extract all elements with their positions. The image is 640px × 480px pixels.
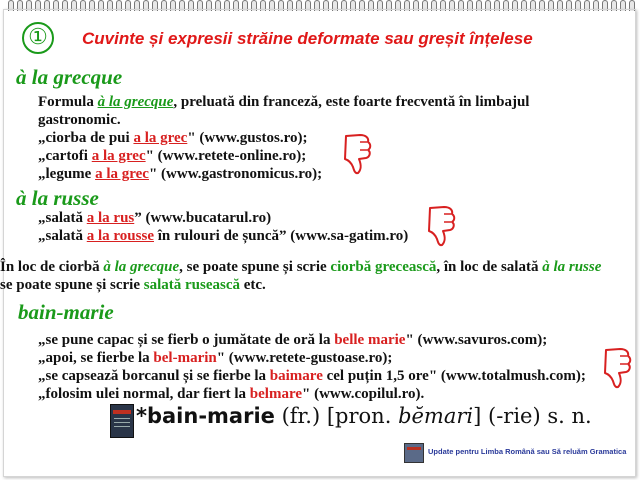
example-row [38, 386, 424, 403]
example-row [38, 210, 271, 227]
intro-term: à la grecque [97, 94, 174, 110]
rec-correct: salată rusească [143, 277, 240, 293]
rec-text: etc. [240, 277, 266, 293]
section-heading-grecque: à la grecque [16, 65, 123, 89]
example-pre: „folosim ulei normal, dar fiert la [38, 386, 250, 402]
error-term: belmare [249, 386, 302, 402]
error-term: belle marie [334, 332, 406, 348]
example-source: " (www.retete-gustoase.ro); [216, 350, 393, 366]
example-pre: „se capsează borcanul și se fierbe la [38, 368, 270, 384]
example-pre: „salată [38, 228, 87, 244]
example-pre: „legume [38, 166, 96, 182]
example-row [38, 166, 322, 183]
recommendation-line-1 [0, 259, 601, 276]
example-row [38, 332, 547, 349]
example-source: " (www.copilul.ro). [302, 386, 425, 402]
section-heading-russe: à la russe [16, 186, 99, 210]
example-pre: „cartofi [38, 148, 92, 164]
error-term: baimare [269, 368, 323, 384]
intro-pre: Formula [38, 94, 98, 110]
thumbs-down-icon [600, 346, 638, 390]
error-term: a la grec [91, 148, 146, 164]
error-term: a la rousse [86, 228, 154, 244]
example-pre: „se pune capac și se fierb o jumătate de oră la [38, 332, 335, 348]
section-heading-bain-marie: bain-marie [18, 300, 114, 324]
error-term: bel-marin [153, 350, 217, 366]
example-pre: „ciorba de pui [38, 130, 134, 146]
example-source: " (www.gustos.ro); [187, 130, 308, 146]
thumbs-down-icon [424, 204, 462, 248]
slide-number-badge: ① [22, 22, 54, 54]
example-pre: „apoi, se fierbe la [38, 350, 154, 366]
example-row [38, 148, 306, 165]
intro-post: , preluată din franceză, este foarte frecventă în limbajul [173, 94, 530, 110]
intro-line [38, 94, 529, 111]
example-source: în rulouri de șuncă” (www.sa-gatim.ro) [153, 228, 409, 244]
example-row [38, 350, 392, 367]
rec-correct: ciorbă grecească [330, 259, 437, 275]
dict-pron-open: [pron. [326, 404, 399, 428]
error-term: a la grec [133, 130, 188, 146]
rec-term: à la russe [542, 259, 602, 275]
recommendation-line-2 [0, 277, 266, 294]
example-pre: „salată [38, 210, 87, 226]
error-term: a la rus [86, 210, 135, 226]
dict-pron-close: ] [473, 404, 482, 428]
example-source: " (www.savuros.com); [405, 332, 548, 348]
footer-credit: Update pentru Limba Română sau Să reluăm Gramatica [428, 447, 627, 456]
dict-headword: *bain-marie [136, 404, 275, 428]
slide-title: Cuvinte și expresii străine deformate sau greșit înțelese [82, 29, 533, 48]
dictionary-entry [136, 404, 592, 428]
rec-text: În loc de ciorbă [0, 259, 104, 275]
example-source: ” (www.bucatarul.ro) [134, 210, 272, 226]
dict-pron: bĕmari [398, 404, 474, 428]
example-row [38, 130, 307, 147]
intro-line-2: gastronomic. [38, 112, 121, 128]
dict-origin: (fr.) [281, 404, 321, 428]
rec-text: , se poate spune și scrie [179, 259, 331, 275]
example-row [38, 368, 586, 385]
footer-book-icon [404, 443, 424, 463]
rec-text: , în loc de salată [436, 259, 543, 275]
dict-grammar: (-rie) s. n. [481, 404, 592, 428]
example-source: cel puțin 1,5 ore" (www.totalmush.com); [322, 368, 586, 384]
example-row [38, 228, 408, 245]
example-source: " (www.gastronomicus.ro); [148, 166, 323, 182]
rec-text: se poate spune și scrie [0, 277, 144, 293]
thumbs-down-icon [340, 132, 378, 176]
example-source: " (www.retete-online.ro); [145, 148, 307, 164]
book-cover-icon [110, 404, 134, 438]
rec-term: à la grecque [103, 259, 180, 275]
error-term: a la grec [95, 166, 149, 182]
